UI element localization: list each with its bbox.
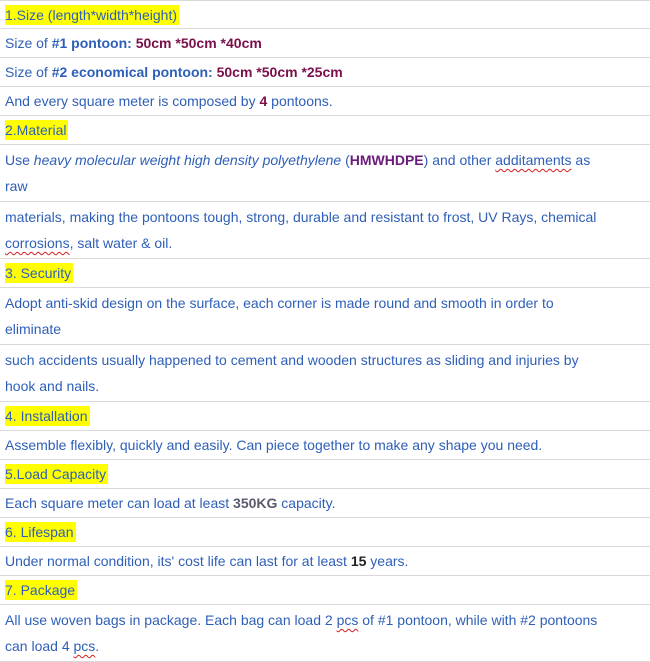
material-row-1 bbox=[0, 145, 650, 202]
size-pontoon-1-row bbox=[0, 29, 650, 58]
material-abbrev: HMWHDPE bbox=[349, 152, 424, 168]
size-line2-item: #2 economical pontoon: bbox=[51, 64, 213, 80]
size-pontoon-2-row bbox=[0, 58, 650, 87]
load-heading-row bbox=[0, 460, 650, 489]
size-line1-value: 50cm *50cm *40cm bbox=[131, 35, 262, 51]
installation-text-row bbox=[0, 431, 650, 460]
installation-heading: 4. Installation bbox=[5, 408, 88, 424]
size-line3-b: pontoons. bbox=[267, 93, 333, 109]
material-name: heavy molecular weight high density polyethylene bbox=[33, 152, 342, 168]
package-heading-row bbox=[0, 576, 650, 605]
security-heading: 3. Security bbox=[5, 265, 72, 281]
package-heading: 7. Package bbox=[5, 582, 76, 598]
spelling-flag-pcs-1: pcs bbox=[336, 612, 359, 628]
spelling-flag-additaments: additaments bbox=[495, 152, 572, 168]
load-text-row: Each square meter can load at least 350KG capacity. bbox=[0, 489, 650, 518]
material-line-2: materials, making the pontoons tough, strong, durable and resistant to frost, UV Rays, chemical bbox=[5, 209, 597, 225]
size-line2-value: 50cm *50cm *25cm bbox=[212, 64, 343, 80]
installation-heading-row bbox=[0, 402, 650, 431]
size-line2-prefix: Size of bbox=[5, 64, 52, 80]
load-value: 350KG bbox=[233, 495, 278, 511]
lifespan-value: 15 bbox=[350, 553, 367, 569]
security-line-2b: hook and nails. bbox=[5, 378, 100, 394]
size-heading-row bbox=[0, 0, 650, 29]
size-line3-num: 4 bbox=[259, 93, 268, 109]
security-line-2: such accidents usually happened to cement and wooden structures as sliding and injuries by bbox=[5, 352, 579, 368]
package-line-1: All use woven bags in package. Each bag can load 2 pcs of #1 pontoon, while with #2 pontoons bbox=[5, 612, 598, 628]
material-line-2b: corrosions, salt water & oil. bbox=[5, 235, 173, 251]
lifespan-text-row: Under normal condition, its' cost life can last for at least 15 years. bbox=[0, 547, 650, 576]
material-heading: 2.Material bbox=[5, 122, 67, 138]
size-line3-a: And every square meter is composed by bbox=[5, 93, 260, 109]
size-line1-item: #1 pontoon: bbox=[51, 35, 132, 51]
security-line-1b: eliminate bbox=[5, 321, 62, 337]
security-row-1 bbox=[0, 288, 650, 345]
package-text-row bbox=[0, 605, 650, 662]
size-line1-prefix: Size of bbox=[5, 35, 52, 51]
lifespan-heading-row bbox=[0, 518, 650, 547]
package-line-2: can load 4 pcs. bbox=[5, 638, 100, 654]
material-row-2 bbox=[0, 202, 650, 259]
material-line-1b: raw bbox=[5, 178, 28, 194]
spelling-flag-corrosions: corrosions bbox=[5, 235, 70, 251]
load-heading: 5.Load Capacity bbox=[5, 466, 107, 482]
spelling-flag-pcs-2: pcs bbox=[73, 638, 96, 654]
material-line-1: Use heavy molecular weight high density polyethylene (HMWHDPE) and other additaments as bbox=[5, 152, 591, 168]
size-composition-row bbox=[0, 87, 650, 116]
security-heading-row bbox=[0, 259, 650, 288]
security-line-1: Adopt anti-skid design on the surface, each corner is made round and smooth in order to bbox=[5, 295, 554, 311]
lifespan-heading: 6. Lifespan bbox=[5, 524, 74, 540]
security-row-2 bbox=[0, 345, 650, 402]
size-heading: 1.Size (length*width*height) bbox=[5, 7, 177, 23]
material-heading-row bbox=[0, 116, 650, 145]
installation-text: Assemble flexibly, quickly and easily. Can piece together to make any shape you need. bbox=[5, 437, 543, 453]
